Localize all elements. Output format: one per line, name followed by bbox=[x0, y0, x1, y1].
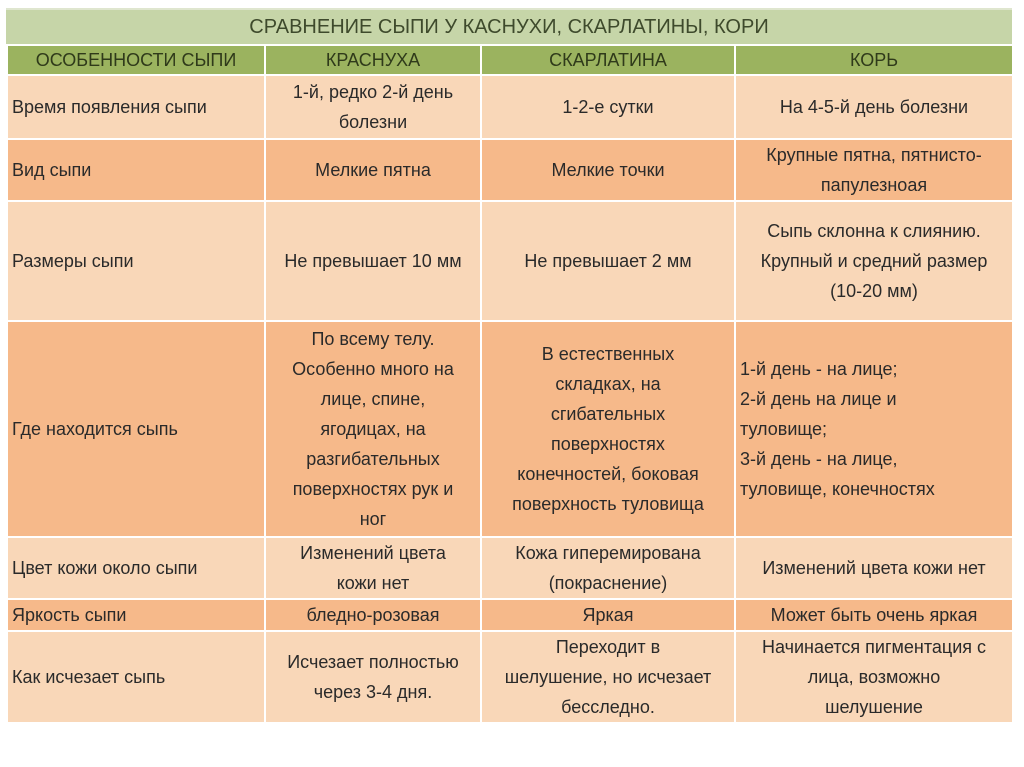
cell-line: Кожа гиперемирована bbox=[515, 543, 701, 563]
measles-cell bbox=[735, 631, 1013, 723]
cell-line: поверхностях bbox=[551, 434, 665, 454]
rubella-cell bbox=[265, 599, 481, 631]
scarlet-fever-cell bbox=[481, 599, 735, 631]
row-label: Вид сыпи bbox=[7, 139, 265, 201]
cell-line: Может быть очень яркая bbox=[770, 605, 978, 625]
cell-line: (10-20 мм) bbox=[830, 281, 918, 301]
scarlet-fever-cell bbox=[481, 201, 735, 321]
cell-line: ног bbox=[359, 509, 387, 529]
cell-line: Не превышает 2 мм bbox=[524, 251, 692, 271]
cell-line: лица, возможно bbox=[807, 667, 941, 687]
measles-cell bbox=[735, 599, 1013, 631]
cell-line: Яркая bbox=[582, 605, 634, 625]
row-label: Размеры сыпи bbox=[7, 201, 265, 321]
row-label: Яркость сыпи bbox=[7, 599, 265, 631]
row-label: Время появления сыпи bbox=[7, 75, 265, 139]
rubella-cell bbox=[265, 201, 481, 321]
table-row bbox=[7, 201, 1013, 321]
scarlet-fever-cell bbox=[481, 631, 735, 723]
header-scarlet-fever: СКАРЛАТИНА bbox=[481, 45, 735, 75]
cell-line: Исчезает полностью bbox=[287, 652, 459, 672]
cell-line: разгибательных bbox=[306, 449, 440, 469]
cell-line: поверхностях рук и bbox=[292, 479, 454, 499]
table-row bbox=[7, 631, 1013, 723]
rubella-cell bbox=[265, 321, 481, 537]
cell-line: Изменений цвета bbox=[300, 543, 446, 563]
table-row bbox=[7, 537, 1013, 599]
rubella-cell bbox=[265, 75, 481, 139]
cell-line: конечностей, боковая bbox=[517, 464, 699, 484]
cell-line: По всему телу. bbox=[311, 329, 435, 349]
measles-cell bbox=[735, 139, 1013, 201]
cell-line: В естественных bbox=[541, 344, 675, 364]
cell-line: (покраснение) bbox=[548, 573, 668, 593]
cell-line: На 4-5-й день болезни bbox=[779, 97, 969, 117]
row-label: Где находится сыпь bbox=[7, 321, 265, 537]
cell-line: 1-й, редко 2-й день bbox=[292, 82, 454, 102]
cell-line: Мелкие пятна bbox=[315, 160, 431, 180]
cell-line: туловище; bbox=[740, 419, 828, 439]
cell-line: туловище, конечностях bbox=[740, 479, 935, 499]
comparison-table-container bbox=[6, 8, 1012, 724]
cell-line: Крупные пятна, пятнисто- bbox=[766, 145, 982, 165]
cell-line: 1-й день - на лице; bbox=[740, 359, 898, 379]
cell-line: 3-й день - на лице, bbox=[740, 449, 898, 469]
scarlet-fever-cell bbox=[481, 75, 735, 139]
header-measles: КОРЬ bbox=[735, 45, 1013, 75]
cell-line: кожи нет bbox=[336, 573, 410, 593]
rubella-cell bbox=[265, 631, 481, 723]
cell-line: сгибательных bbox=[550, 404, 666, 424]
scarlet-fever-cell bbox=[481, 321, 735, 537]
measles-cell bbox=[735, 75, 1013, 139]
rubella-cell bbox=[265, 537, 481, 599]
cell-line: шелушение, но исчезает bbox=[504, 667, 712, 687]
cell-line: Особенно много на bbox=[292, 359, 454, 379]
cell-line: поверхность туловища bbox=[512, 494, 704, 514]
cell-line: бледно-розовая bbox=[306, 605, 440, 625]
cell-line: Не превышает 10 мм bbox=[284, 251, 462, 271]
table-row bbox=[7, 599, 1013, 631]
measles-cell bbox=[735, 537, 1013, 599]
cell-line: Переходит в bbox=[555, 637, 661, 657]
cell-line: Крупный и средний размер bbox=[760, 251, 988, 271]
rubella-cell bbox=[265, 139, 481, 201]
cell-line: лице, спине, bbox=[320, 389, 426, 409]
scarlet-fever-cell bbox=[481, 139, 735, 201]
cell-line: складках, на bbox=[555, 374, 661, 394]
rash-comparison-table bbox=[6, 44, 1014, 724]
table-row bbox=[7, 321, 1013, 537]
header-features: ОСОБЕННОСТИ СЫПИ bbox=[7, 45, 265, 75]
cell-line: через 3-4 дня. bbox=[313, 682, 433, 702]
cell-line: Начинается пигментация с bbox=[761, 637, 987, 657]
cell-line: шелушение bbox=[825, 697, 923, 717]
cell-line: папулезноая bbox=[820, 175, 928, 195]
header-row bbox=[7, 45, 1013, 75]
table-title: СРАВНЕНИЕ СЫПИ У КАСНУХИ, СКАРЛАТИНЫ, КОРИ bbox=[6, 8, 1012, 44]
cell-line: Сыпь склонна к слиянию. bbox=[767, 221, 981, 241]
cell-line: 2-й день на лице и bbox=[740, 389, 897, 409]
scarlet-fever-cell bbox=[481, 537, 735, 599]
table-row bbox=[7, 139, 1013, 201]
cell-line: 1-2-е сутки bbox=[562, 97, 654, 117]
cell-line: Мелкие точки bbox=[551, 160, 665, 180]
table-row bbox=[7, 75, 1013, 139]
measles-cell bbox=[735, 321, 1013, 537]
cell-line: болезни bbox=[338, 112, 408, 132]
measles-cell bbox=[735, 201, 1013, 321]
cell-line: бесследно. bbox=[561, 697, 655, 717]
row-label: Цвет кожи около сыпи bbox=[7, 537, 265, 599]
header-rubella: КРАСНУХА bbox=[265, 45, 481, 75]
cell-line: ягодицах, на bbox=[320, 419, 426, 439]
row-label: Как исчезает сыпь bbox=[7, 631, 265, 723]
cell-line: Изменений цвета кожи нет bbox=[762, 558, 986, 578]
